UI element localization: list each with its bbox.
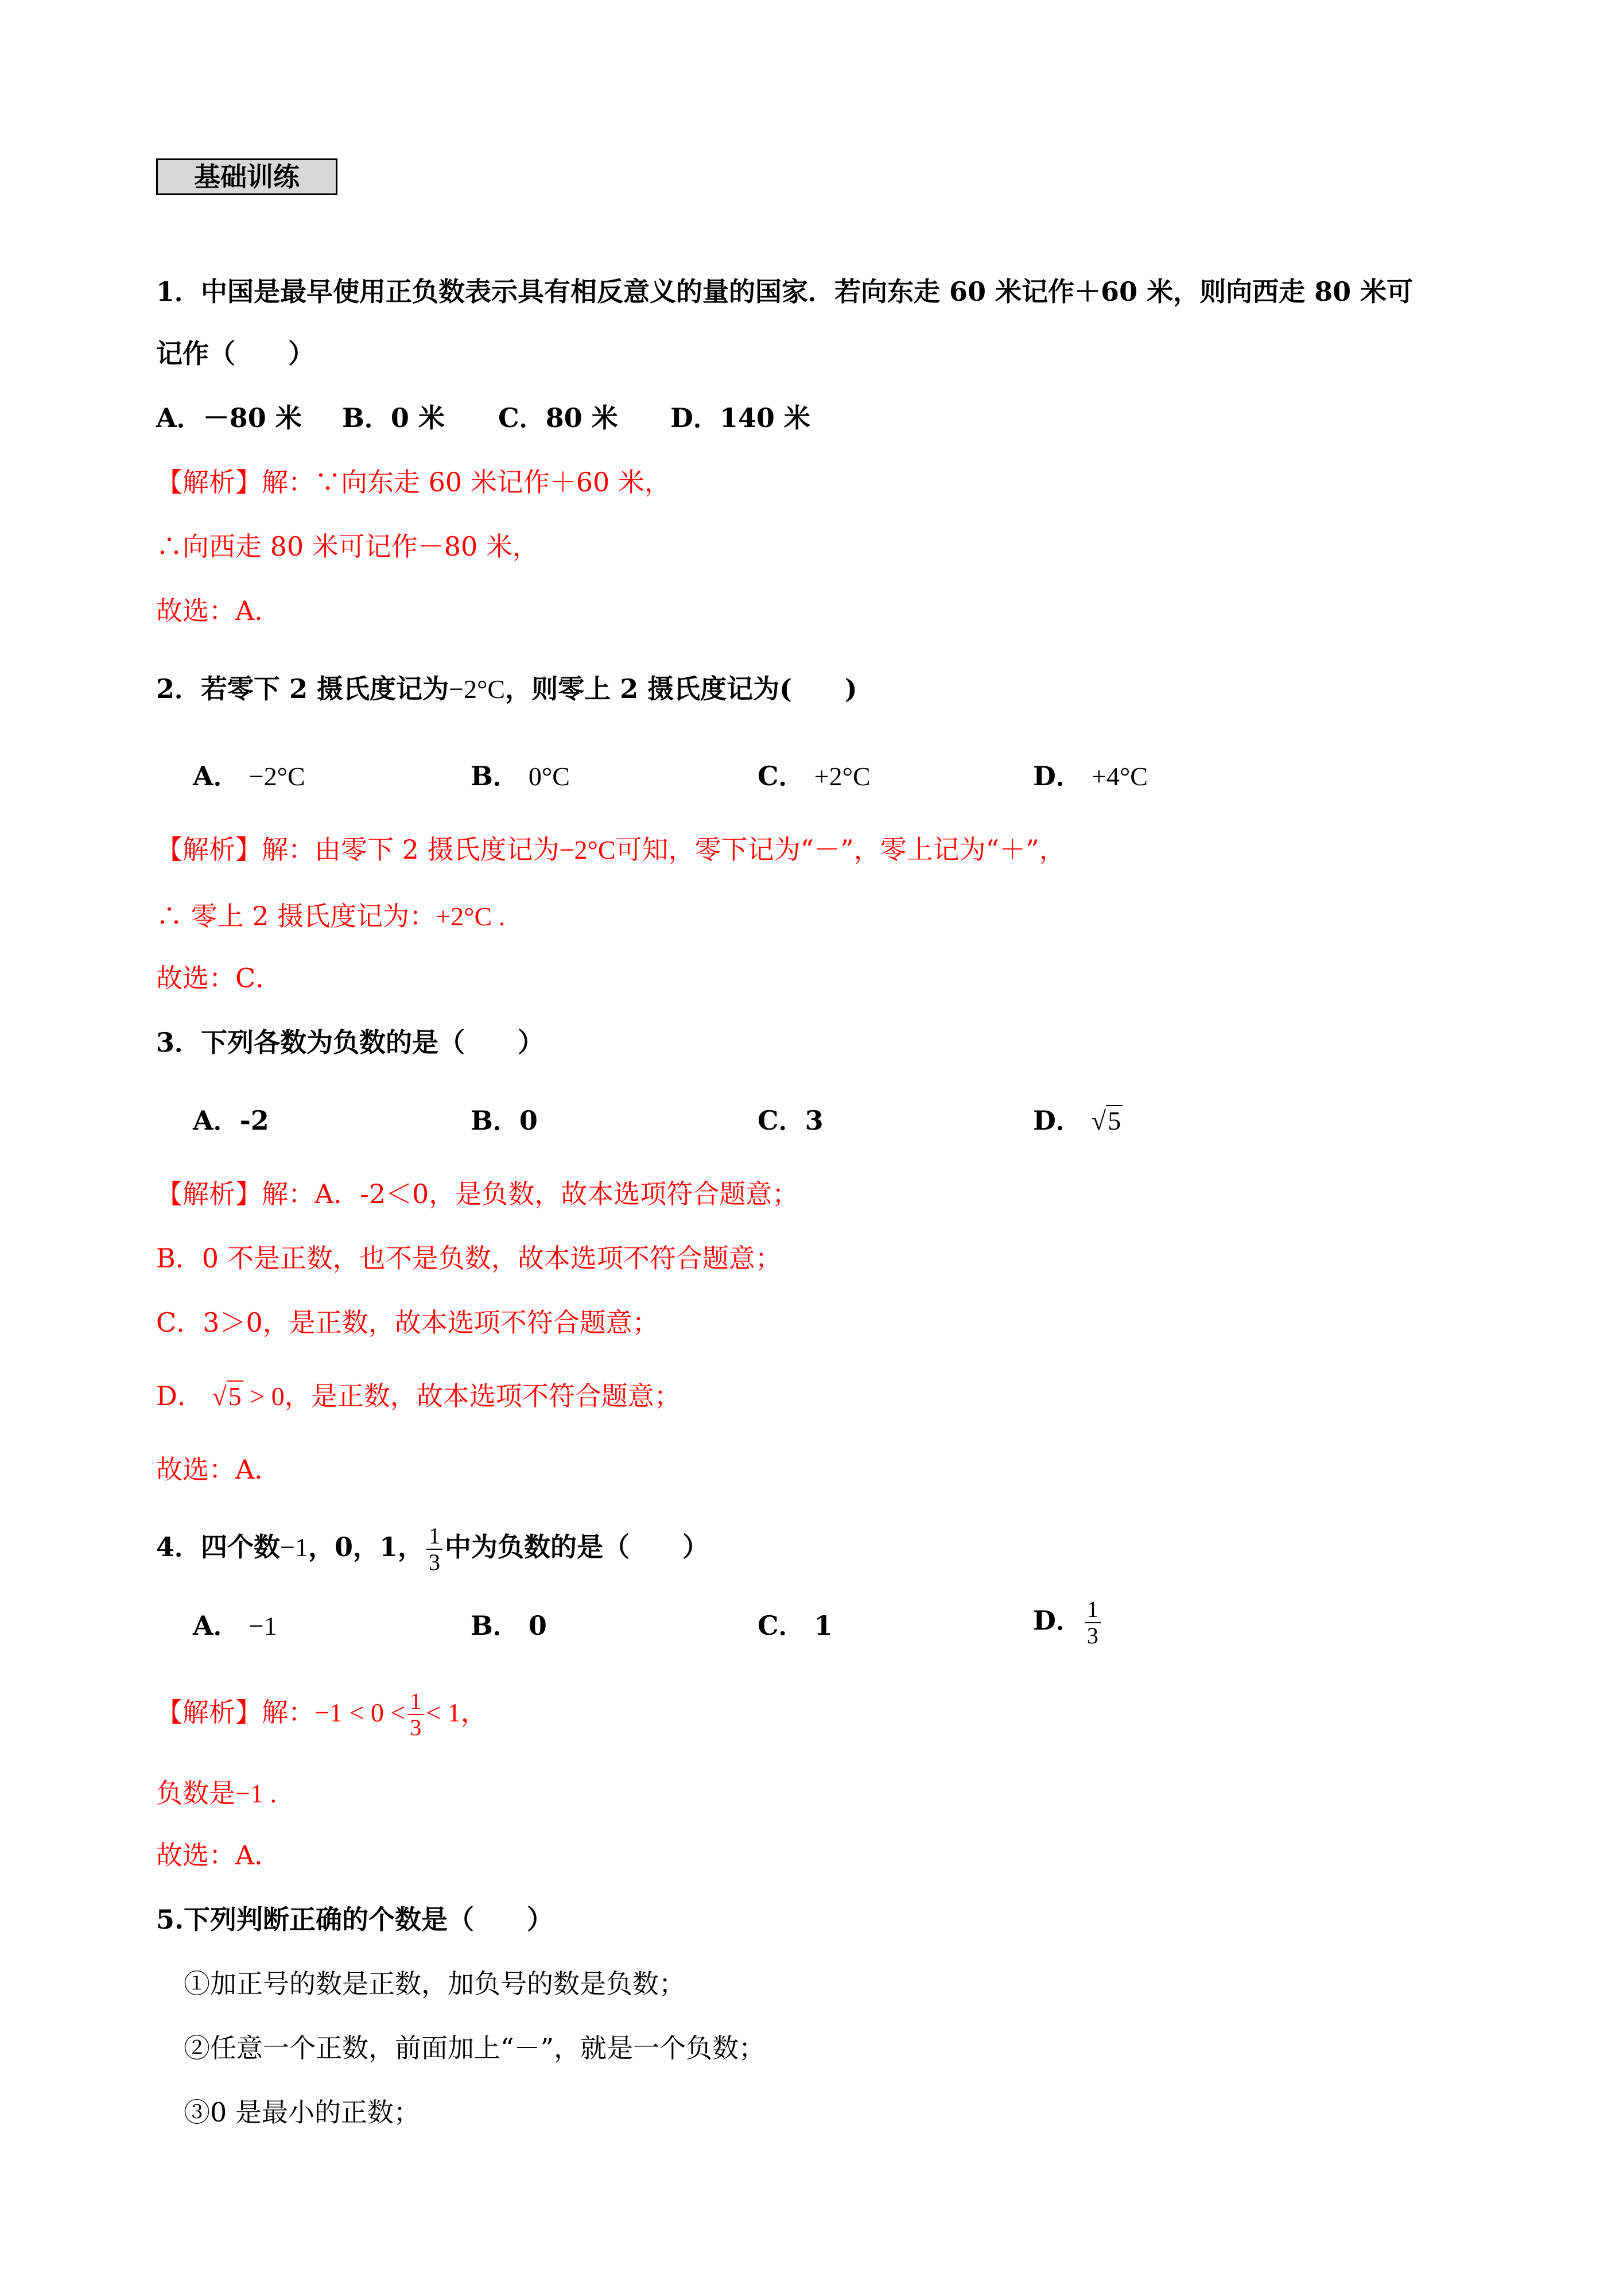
sqrt-icon: √5 <box>1092 1105 1123 1135</box>
q3-option-d-radicand: 5 <box>1106 1105 1123 1135</box>
q4-option-d-letter: D． <box>1033 1605 1082 1636</box>
q4-stem-a: 4．四个数 <box>156 1531 281 1562</box>
q4-option-d <box>1033 1598 1103 1647</box>
q4-option-c <box>758 1607 833 1644</box>
q4-analysis-a: 解： <box>262 1697 314 1728</box>
q4-analysis-math-b: < 1 <box>426 1698 461 1727</box>
q4-option-a-letter: A． <box>193 1610 240 1641</box>
q2-analysis-math: −2°C <box>559 835 616 864</box>
q3-analysis-line2: B．0 不是正数，也不是负数，故本选项不符合题意； <box>156 1243 782 1274</box>
q4-stem-frac-den: 3 <box>428 1549 440 1575</box>
q3-answer: 故选：A． <box>156 1454 281 1485</box>
q2-option-b-value: 0°C <box>528 762 570 791</box>
q2-analysis-line1 <box>156 831 1066 868</box>
q2-option-d-value: +4°C <box>1091 762 1148 791</box>
q4-stem-frac-num: 1 <box>426 1525 442 1550</box>
q1-option-d: D．140 米 <box>670 402 810 433</box>
q3-option-a: A．-2 <box>193 1105 269 1136</box>
q4-analysis-math-a: −1 < 0 < <box>314 1698 406 1727</box>
q2-option-b <box>471 758 570 795</box>
q5-item1: ①加正号的数是正数，加负号的数是负数； <box>184 1968 685 1999</box>
q4-option-d-fraction <box>1085 1598 1101 1647</box>
q4-analysis-line2 <box>156 1775 277 1812</box>
q5-item3: ③0 是最小的正数； <box>184 2097 420 2128</box>
q4-answer: 故选：A． <box>156 1840 281 1871</box>
q3-analysis-label: 【解析】 <box>156 1178 262 1209</box>
q5-item2: ②任意一个正数，前面加上“－”，就是一个负数； <box>184 2033 766 2064</box>
q4-option-a-value: −1 <box>249 1611 277 1640</box>
q2-option-d-letter: D． <box>1033 761 1082 792</box>
q2-option-a-value: −2°C <box>249 762 305 791</box>
q3-analysis-line4-b: ，是正数，故本选项不符合题意； <box>284 1380 681 1411</box>
q4-stem-c: 中为负数的是（ ） <box>444 1531 709 1562</box>
q2-analysis-a: 解：由零下 2 摄氏度记为 <box>262 834 560 865</box>
q4-analysis-line2-math: −1 . <box>235 1779 277 1808</box>
q3-analysis-line1 <box>156 1176 798 1212</box>
q2-stem <box>156 670 857 708</box>
q4-analysis-line1 <box>156 1690 487 1739</box>
q2-option-c <box>758 758 871 795</box>
q1-stem-line2: 记作（ ） <box>156 338 314 369</box>
q3-option-c: C．3 <box>758 1105 824 1136</box>
q4-analysis-label: 【解析】 <box>156 1697 262 1728</box>
q2-stem-b: ，则零上 2 摄氏度记为( ) <box>505 673 857 704</box>
q4-analysis-frac-num: 1 <box>407 1690 424 1715</box>
q4-option-b-letter: B． <box>471 1610 519 1641</box>
q2-option-d <box>1033 758 1148 795</box>
q5-stem: 5.下列判断正确的个数是（ ） <box>156 1904 554 1935</box>
q3-option-d <box>1033 1102 1123 1139</box>
q4-option-b <box>471 1607 547 1644</box>
q1-stem-line1: 1．中国是最早使用正负数表示具有相反意义的量的国家．若向东走 60 米记作＋60 米，则向西走 80 米可 <box>156 276 1414 307</box>
q2-option-a <box>193 758 305 795</box>
q3-analysis-radicand: 5 <box>227 1380 243 1411</box>
q4-option-c-letter: C． <box>758 1610 805 1641</box>
q4-stem-b: ，0，1， <box>308 1531 424 1562</box>
q1-option-b: B．0 米 <box>342 402 445 433</box>
q4-analysis-line2-a: 负数是 <box>156 1778 235 1809</box>
q2-analysis-label: 【解析】 <box>156 834 262 865</box>
q1-answer: 故选：A． <box>156 595 281 626</box>
q2-analysis-line2-a: ∴ 零上 2 摄氏度记为： <box>156 901 436 932</box>
q4-option-c-value: 1 <box>814 1610 833 1641</box>
q4-stem-math: −1 <box>280 1533 308 1562</box>
q1-analysis-text1: 解：∵向东走 60 米记作＋60 米， <box>262 467 671 498</box>
q2-analysis-line2-math: +2°C . <box>436 902 506 931</box>
q4-analysis-b: ， <box>460 1697 487 1728</box>
q4-stem-fraction <box>426 1525 442 1574</box>
q3-analysis-line4-math: > 0 <box>243 1382 285 1411</box>
q3-option-d-letter: D． <box>1033 1105 1082 1136</box>
q4-analysis-frac-den: 3 <box>410 1715 422 1740</box>
q2-option-c-letter: C． <box>758 761 805 792</box>
q3-analysis-line3: C．3＞0，是正数，故本选项不符合题意； <box>156 1307 659 1338</box>
q1-option-a: A．－80 米 <box>156 402 302 433</box>
q1-analysis-line1 <box>156 464 671 501</box>
q1-analysis-line2: ∴向西走 80 米可记作－80 米， <box>156 531 539 562</box>
q2-stem-a: 2．若零下 2 摄氏度记为 <box>156 673 449 704</box>
q2-stem-math: −2°C <box>449 674 506 704</box>
q2-analysis-line2 <box>156 898 505 935</box>
q2-option-a-letter: A． <box>193 761 240 792</box>
q3-analysis-text1: 解：A．-2＜0，是负数，故本选项符合题意； <box>262 1178 799 1209</box>
q2-option-b-letter: B． <box>471 761 519 792</box>
q1-option-c: C．80 米 <box>498 402 618 433</box>
q3-analysis-line4 <box>156 1378 681 1415</box>
q2-option-c-value: +2°C <box>814 762 871 791</box>
q4-option-b-value: 0 <box>528 1610 547 1641</box>
q4-stem <box>156 1525 709 1574</box>
q1-analysis-label: 【解析】 <box>156 467 262 498</box>
q2-analysis-b: 可知，零下记为“－”，零上记为“＋”， <box>615 834 1066 865</box>
q3-analysis-line4-a: D． <box>156 1380 204 1411</box>
q3-option-b: B．0 <box>471 1105 538 1136</box>
q4-analysis-fraction <box>407 1690 424 1739</box>
q3-stem: 3．下列各数为负数的是（ ） <box>156 1027 545 1058</box>
section-title: 基础训练 <box>156 158 337 195</box>
q4-option-a <box>193 1607 277 1645</box>
q2-answer: 故选：C． <box>156 963 282 994</box>
q4-option-d-den: 3 <box>1086 1623 1098 1649</box>
sqrt-icon: √5 <box>212 1380 243 1411</box>
q4-option-d-num: 1 <box>1085 1598 1101 1623</box>
